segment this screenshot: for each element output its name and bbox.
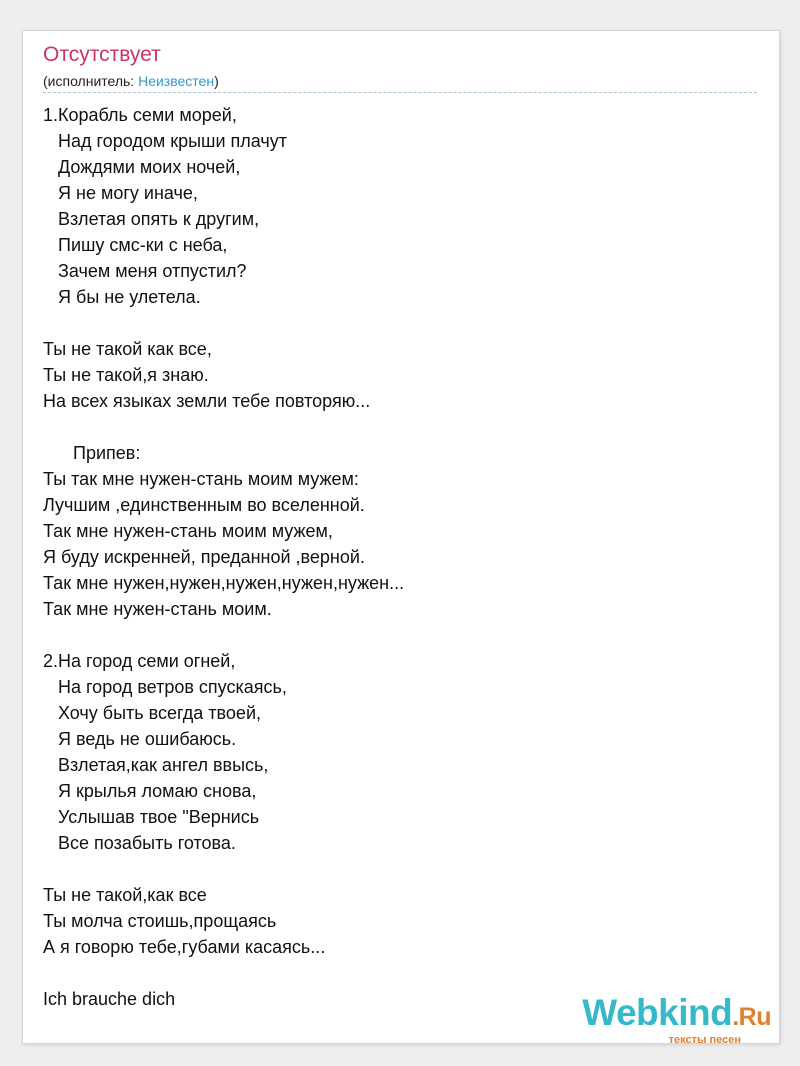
- lyrics-line: Хочу быть всегда твоей,: [43, 703, 261, 723]
- lyrics-blank-line: [43, 856, 743, 882]
- song-title: Отсутствует: [43, 43, 161, 66]
- lyrics-line: Я ведь не ошибаюсь.: [43, 729, 237, 749]
- lyrics-line: Я буду искренней, преданной ,верной.: [43, 547, 365, 567]
- lyrics-line: Ты не такой,как все: [43, 885, 207, 905]
- lyrics-blank-line: [43, 414, 743, 440]
- logo-tld: .Ru: [732, 1003, 771, 1031]
- lyrics-line: Так мне нужен-стань моим мужем,: [43, 521, 333, 541]
- lyrics-line: Дождями моих ночей,: [43, 157, 241, 177]
- lyrics-line: Я крылья ломаю снова,: [43, 781, 257, 801]
- logo-wordmark: [571, 992, 771, 1035]
- lyrics-line: На город ветров спускаясь,: [43, 677, 287, 697]
- lyrics-line: Ich brauche dich: [43, 989, 176, 1009]
- byline-suffix: ): [214, 73, 219, 89]
- site-logo[interactable]: [571, 992, 771, 1046]
- lyrics-blank-line: [43, 622, 743, 648]
- lyrics-line: Все позабыть готова.: [43, 833, 236, 853]
- lyrics-line: Взлетая опять к другим,: [43, 209, 260, 229]
- artist-byline: [43, 73, 219, 89]
- lyrics-text: [43, 102, 743, 1012]
- lyrics-line: Над городом крыши плачут: [43, 131, 288, 151]
- lyrics-line: Так мне нужен,нужен,нужен,нужен,нужен...: [43, 573, 405, 593]
- lyrics-line: 1.Корабль семи морей,: [43, 105, 237, 125]
- lyrics-blank-line: [43, 960, 743, 986]
- lyrics-blank-line: [43, 310, 743, 336]
- artist-link[interactable]: Неизвестен: [138, 73, 215, 89]
- logo-name: Webkind: [582, 992, 733, 1033]
- logo-tagline: тексты песен: [668, 1034, 741, 1046]
- lyrics-line: Я не могу иначе,: [43, 183, 198, 203]
- lyrics-line: Взлетая,как ангел ввысь,: [43, 755, 269, 775]
- lyrics-line: Ты молча стоишь,прощаясь: [43, 911, 277, 931]
- lyrics-line: Ты так мне нужен-стань моим мужем:: [43, 469, 359, 489]
- lyrics-sheet: [22, 30, 780, 1044]
- lyrics-line: Зачем меня отпустил?: [43, 261, 247, 281]
- lyrics-line: Я бы не улетела.: [43, 287, 201, 307]
- lyrics-line: А я говорю тебе,губами касаясь...: [43, 937, 326, 957]
- lyrics-line: Припев:: [43, 443, 141, 463]
- lyrics-line: Ты не такой как все,: [43, 339, 212, 359]
- lyrics-line: Пишу смс-ки с неба,: [43, 235, 228, 255]
- byline-prefix: (исполнитель:: [43, 73, 139, 89]
- lyrics-line: 2.На город семи огней,: [43, 651, 236, 671]
- lyrics-line: Лучшим ,единственным во вселенной.: [43, 495, 365, 515]
- lyrics-line: Услышав твое "Вернись: [43, 807, 260, 827]
- lyrics-line: Так мне нужен-стань моим.: [43, 599, 272, 619]
- lyrics-line: Ты не такой,я знаю.: [43, 365, 209, 385]
- lyrics-line: На всех языках земли тебе повторяю...: [43, 391, 371, 411]
- title-divider: [43, 92, 757, 93]
